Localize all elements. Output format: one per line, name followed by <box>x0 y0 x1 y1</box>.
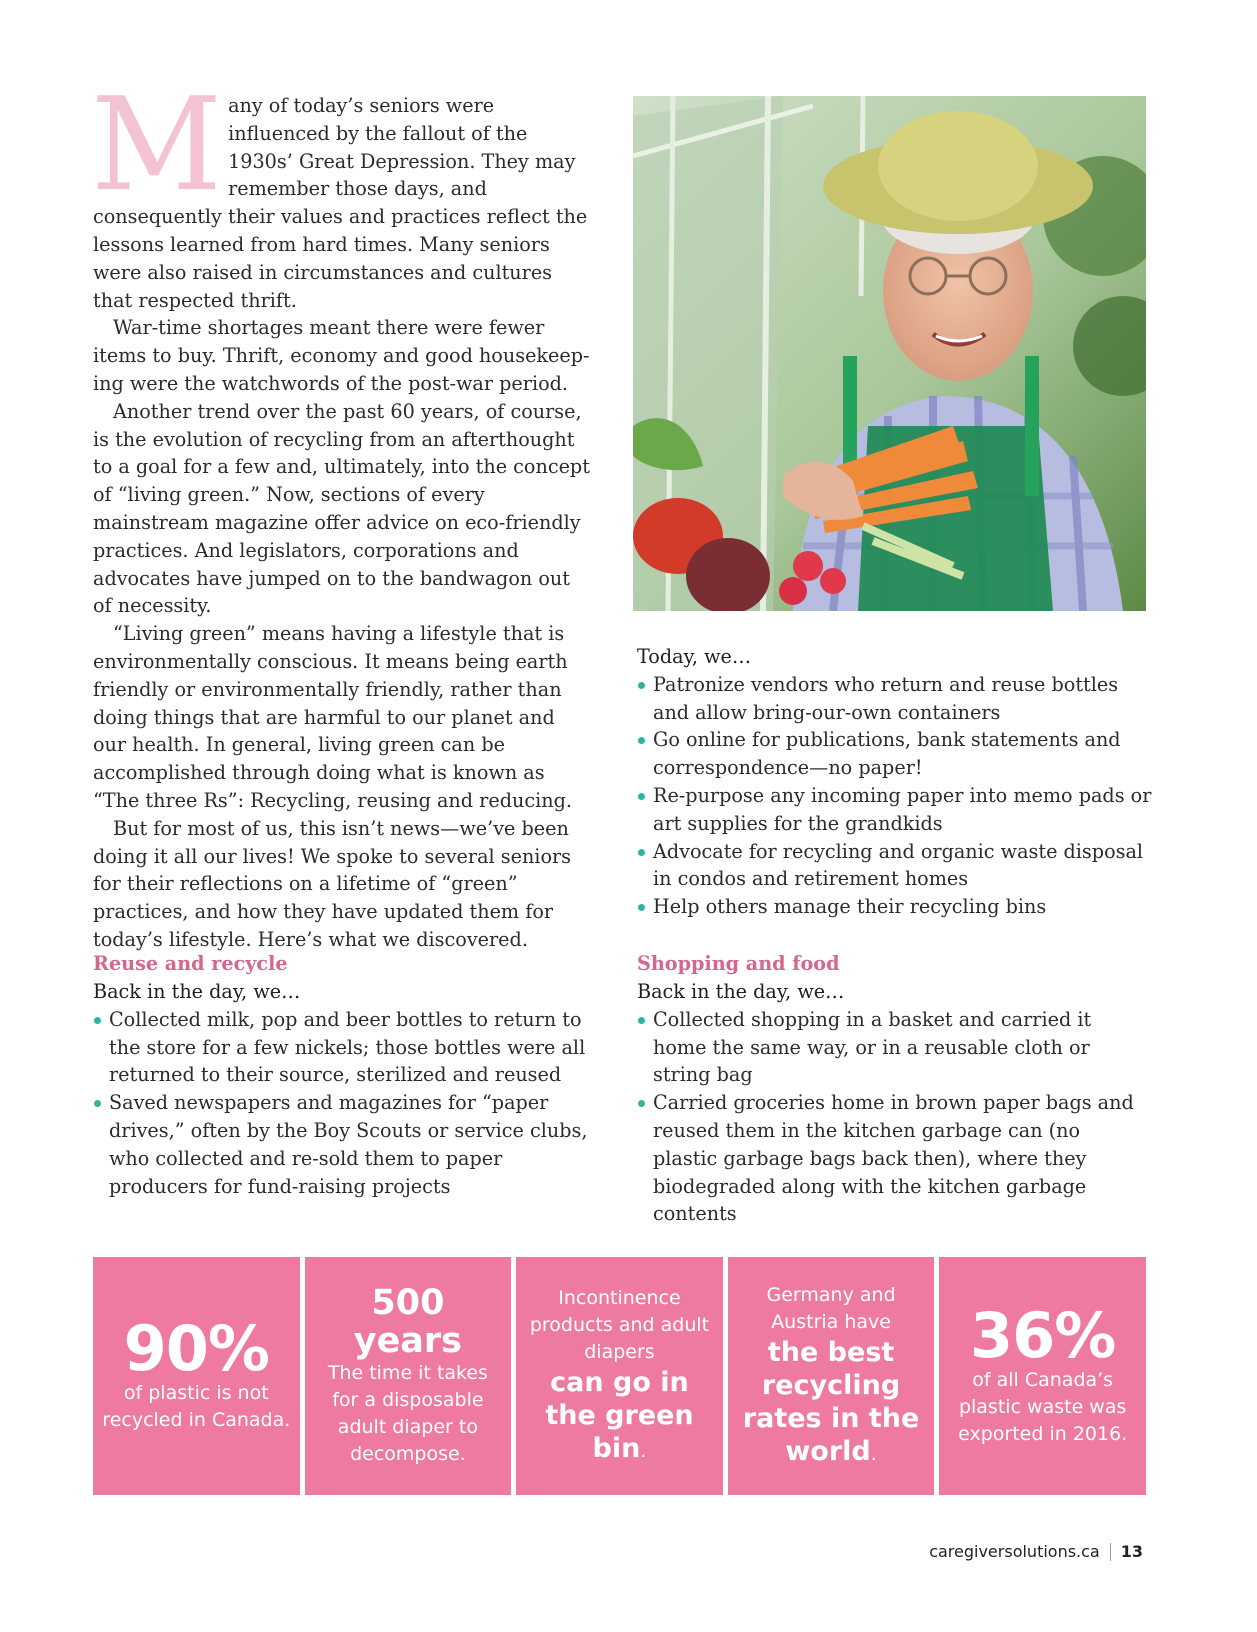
stat-box-diaper-decompose <box>305 1257 512 1495</box>
stat-caption: of plastic is not recycled in Canada. <box>102 1382 291 1431</box>
shopping-section <box>637 950 1147 1228</box>
list-item: Carried groceries home in brown paper bags and reused them in the kitchen garbage can (no plastic garbage bags back then), where they biodegraded along with the kitchen garbage contents <box>637 1089 1147 1228</box>
intro-paragraph-2: War-time shortages meant there were fewer items to buy. Thrift, economy and good housekeep-ing were the watchwords of the post-war period. <box>93 316 590 395</box>
stat-emphasis: the best recycling rates in the world. <box>742 1336 920 1467</box>
stat-caption: of all Canada’s plastic waste was exported in 2016. <box>958 1368 1128 1445</box>
list-item: Collected milk, pop and beer bottles to return to the store for a few nickels; those bottles were all returned to their source, sterilized and reused <box>93 1006 593 1089</box>
intro-paragraph-3: Another trend over the past 60 years, of course, is the evolution of recycling from an afterthought to a goal for a few and, ultimately, into the concept of “living green.” Now, sections of every mainstream magazine offer advice on eco-friendly practices. And legislators, corporations and advocates have jumped on to the bandwagon out of necessity. <box>93 399 590 618</box>
intro-text <box>91 71 593 954</box>
list-item: Advocate for recycling and organic waste disposal in condos and retirement homes <box>637 838 1157 894</box>
site-url: caregiversolutions.ca <box>929 1542 1100 1561</box>
reuse-list <box>93 1006 593 1201</box>
stats-row <box>93 1257 1146 1495</box>
list-item: Help others manage their recycling bins <box>637 893 1157 921</box>
today-heading: Today, we… <box>637 645 752 668</box>
drop-cap: M <box>91 71 223 220</box>
stat-caption: Germany and Austria have <box>766 1283 896 1333</box>
stat-box-recycling-rates <box>728 1257 935 1495</box>
list-item: Collected shopping in a basket and carried it home the same way, or in a reusable cloth or string bag <box>637 1006 1147 1089</box>
stat-caption: Incontinence products and adult diapers <box>529 1286 710 1363</box>
senior-gardener-photo <box>633 96 1146 611</box>
stat-emphasis: can go in the green bin. <box>545 1366 694 1464</box>
reuse-title: Reuse and recycle <box>93 952 288 975</box>
stat-figure: 36% <box>969 1298 1116 1372</box>
stat-box-plastic-recycled <box>93 1257 300 1495</box>
stat-box-green-bin <box>516 1257 723 1495</box>
shopping-title: Shopping and food <box>637 952 840 975</box>
footer-divider <box>1110 1543 1111 1561</box>
list-item: Patronize vendors who return and reuse bottles and allow bring-our-own containers <box>637 671 1157 727</box>
today-section <box>637 643 1157 921</box>
list-item: Re-purpose any incoming paper into memo pads or art supplies for the grandkids <box>637 782 1157 838</box>
shopping-list <box>637 1006 1147 1228</box>
stat-box-plastic-exported <box>939 1257 1146 1495</box>
list-item: Saved newspapers and magazines for “paper drives,” often by the Boy Scouts or service clubs, who collected and re-sold them to paper producers for fund-raising projects <box>93 1089 593 1200</box>
reuse-heading: Back in the day, we… <box>93 980 301 1003</box>
stat-figure: 90% <box>123 1312 269 1385</box>
intro-paragraph-5: But for most of us, this isn’t news—we’ve been doing it all our lives! We spoke to several seniors for their reflections on a lifetime of “green” practices, and how they have updated them for today’s lifestyle. Here’s what we discovered. <box>93 816 572 951</box>
intro-column <box>91 71 593 954</box>
reuse-section <box>93 950 593 1200</box>
page-footer <box>929 1542 1143 1561</box>
intro-paragraph-4: “Living green” means having a lifestyle that is environmentally conscious. It means being earth friendly or environmentally friendly, rather than doing things that are harmful to our planet and our health. In general, living green can be accomplished through doing what is known as “The three Rs”: Recycling, reusing and reducing. <box>93 622 572 812</box>
stat-caption: The time it takes for a disposable adult diaper to decompose. <box>327 1362 488 1465</box>
today-list <box>637 671 1157 921</box>
page-number: 13 <box>1120 1542 1143 1561</box>
shopping-heading: Back in the day, we… <box>637 980 845 1003</box>
list-item: Go online for publications, bank statements and correspondence—no paper! <box>637 726 1157 782</box>
intro-paragraph-1: Many of today’s seniors were influenced by the fallout of the 1930s’ Great Depression. They may remember those days, and consequently their values and practices reflect the lessons learned from hard times. Many seniors were also raised in circumstances and cultures that respected thrift. <box>91 71 588 312</box>
stat-figure: 500 years <box>353 1283 463 1361</box>
